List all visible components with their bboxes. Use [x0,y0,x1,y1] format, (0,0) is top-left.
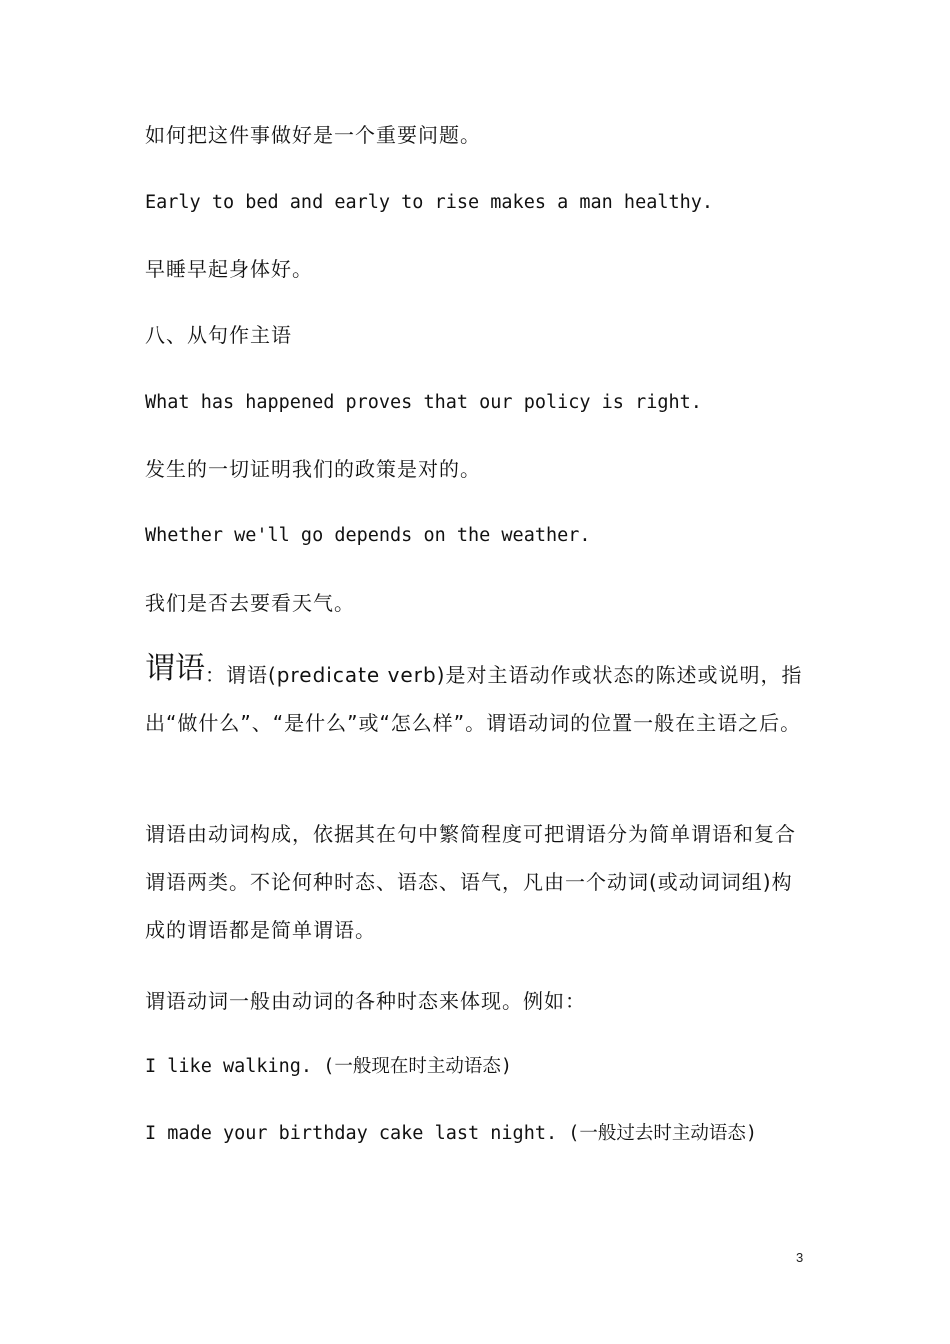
section-heading: 八、从句作主语 [145,323,292,347]
predicate-definition-paragraph [145,645,813,747]
predicate-heading: 谓语 [145,651,205,686]
predicate-definition: ：谓语(predicate verb)是对主语动作或状态的陈述或说明，指出“做什么”、“是什么”或“怎么样”。谓语动词的位置一般在主语之后。 [145,663,803,735]
predicate-composition-paragraph: 谓语由动词构成，依据其在句中繁简程度可把谓语分为简单谓语和复合谓语两类。不论何种时态、语态、语气，凡由一个动词(或动词词组)构成的谓语都是简单谓语。 [145,822,796,942]
text-line-en-2: What has happened proves that our policy is right. [145,392,702,413]
text-line-cn-4: 我们是否去要看天气。 [145,591,355,615]
text-line-cn-1: 如何把这件事做好是一个重要问题。 [145,123,481,147]
example-sentence-2: I made your birthday cake last night. (一般过去时主动语态) [145,1123,758,1144]
text-line-cn-2: 早睡早起身体好。 [145,257,313,281]
text-line-en-3: Whether we'll go depends on the weather. [145,525,591,546]
text-line-cn-3: 发生的一切证明我们的政策是对的。 [145,457,481,481]
example-intro: 谓语动词一般由动词的各种时态来体现。例如： [145,989,586,1013]
text-line-en-1: Early to bed and early to rise makes a man healthy. [145,192,714,213]
example-sentence-1: I like walking. (一般现在时主动语态) [145,1056,512,1077]
page-number: 3 [796,1250,804,1265]
